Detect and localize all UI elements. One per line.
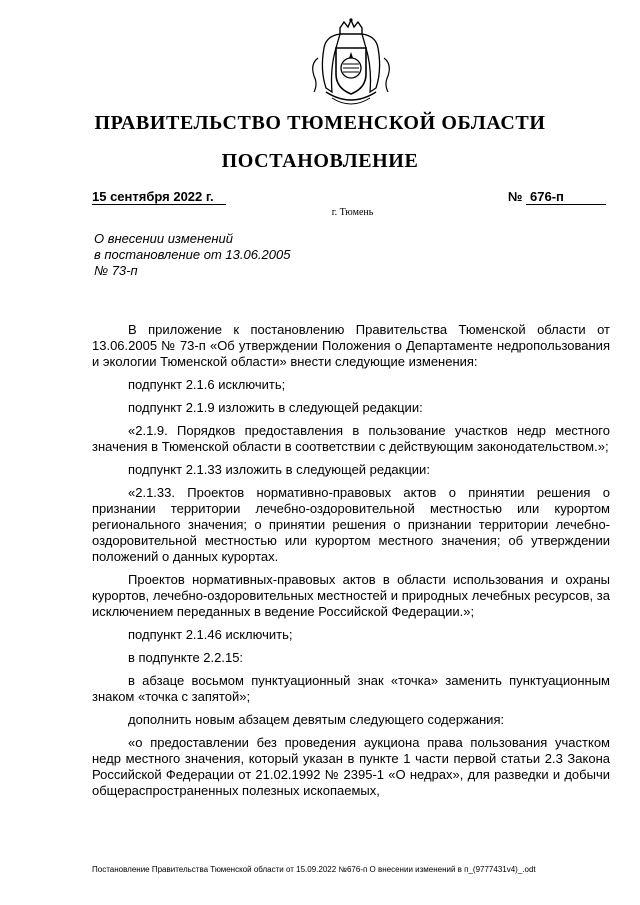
government-title: ПРАВИТЕЛЬСТВО ТЮМЕНСКОЙ ОБЛАСТИ — [94, 112, 546, 134]
coat-of-arms-icon — [296, 18, 406, 118]
body-paragraph: подпункт 2.1.6 исключить; — [128, 377, 286, 392]
body-paragraph: подпункт 2.1.46 исключить; — [128, 627, 293, 642]
body-paragraph: «2.1.9. Порядков предоставления в пользование участков недр местного значения в Тюменской области в соответствии с действующим законодательством.»; — [92, 423, 610, 454]
city-label: г. Тюмень — [331, 207, 374, 218]
body-paragraph: подпункт 2.1.33 изложить в следующей редакции: — [128, 462, 430, 477]
document-number-block — [508, 189, 606, 205]
body-paragraph: в абзаце восьмом пунктуационный знак «точка» заменить пунктуационным знаком «точка с запятой»; — [92, 673, 610, 704]
document-date: 15 сентября 2022 г. — [92, 189, 226, 205]
body-paragraph: «2.1.33. Проектов нормативно-правовых актов о принятии решения о признании территории лечебно-оздоровительной местностью или курортом регионального значения; о принятии решения о признании территории лечебно-оздоровительной местностью или курортом местного значения; об утверждении положений о данных курортах. — [92, 485, 610, 564]
date-number-row — [92, 189, 606, 209]
body-paragraph: В приложение к постановлению Правительства Тюменской области от 13.06.2005 № 73-п «Об утверждении Положения о Департаменте недропользования и экологии Тюменской области» внести следующие изменения: — [92, 322, 610, 369]
subject-line: № 73-п — [94, 263, 138, 278]
file-footer: Постановление Правительства Тюменской области от 15.09.2022 №676-п О внесении изменений в п_(9777431v4)_.odt — [92, 865, 536, 874]
number-sign: № — [507, 189, 523, 204]
document-number: 676-п — [526, 189, 606, 205]
body-paragraph: подпункт 2.1.9 изложить в следующей редакции: — [128, 400, 423, 415]
document-body — [92, 322, 610, 806]
body-paragraph: в подпункте 2.2.15: — [128, 650, 244, 665]
document-subject — [94, 231, 290, 279]
body-paragraph: Проектов нормативных-правовых актов в области использования и охраны курортов, лечебно-оздоровительных местностей и природных лечебных ресурсов, за исключением переданных в ведение Российской Федерации.»; — [92, 572, 610, 619]
document-type: ПОСТАНОВЛЕНИЕ — [221, 150, 419, 172]
body-paragraph: дополнить новым абзацем девятым следующего содержания: — [128, 712, 505, 727]
subject-line: О внесении изменений — [94, 231, 233, 246]
body-paragraph: «о предоставлении без проведения аукциона права пользования участком недр местного значения, который указан в пункте 1 части первой статьи 2.3 Закона Российской Федерации от 21.02.1992 № 2395-1 «О недрах», для разведки и добычи общераспространенных полезных ископаемых, — [92, 735, 610, 798]
subject-line: в постановление от 13.06.2005 — [94, 247, 291, 262]
